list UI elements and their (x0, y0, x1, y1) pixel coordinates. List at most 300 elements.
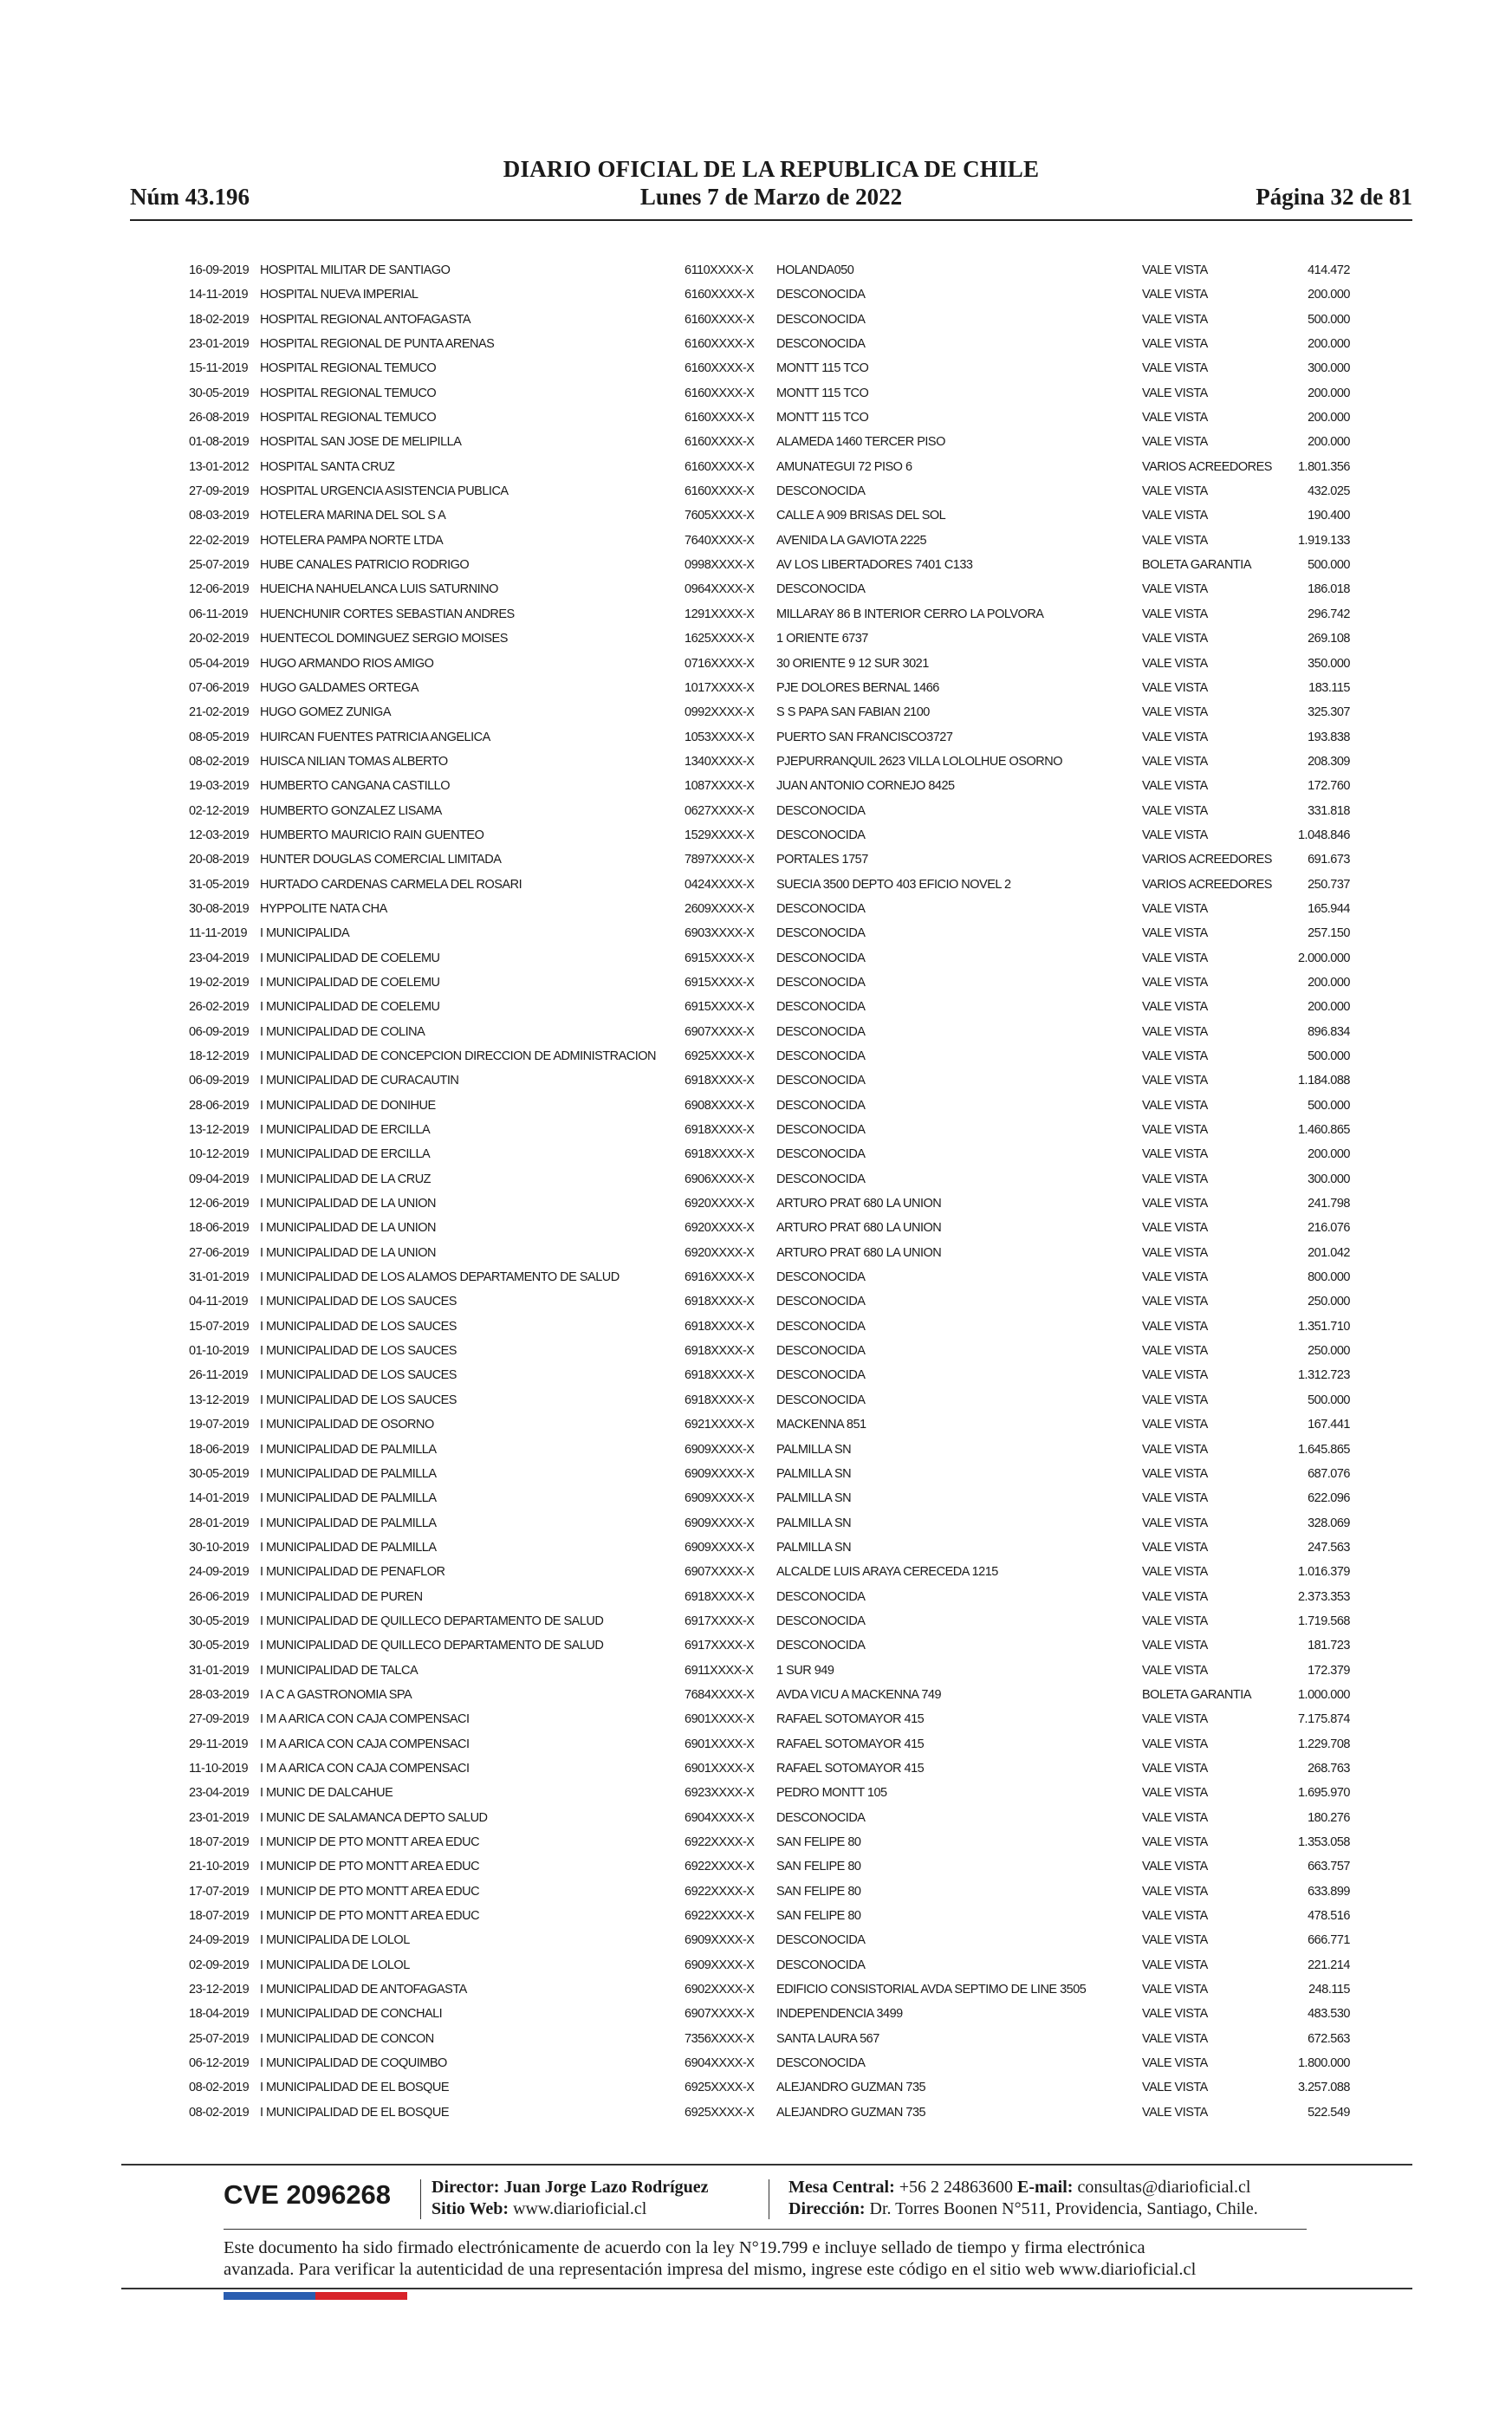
date-cell: 27-06-2019 (189, 1245, 250, 1260)
amount-cell: 296.742 (1308, 607, 1350, 621)
amount-cell: 167.441 (1308, 1418, 1350, 1432)
name-cell: HUIRCAN FUENTES PATRICIA ANGELICA (260, 730, 490, 744)
table-row (189, 652, 1350, 676)
name-cell: I MUNICIPALIDAD DE CONCEPCION DIRECCION DE ADMINISTRACION (260, 1049, 657, 1063)
rut-cell: 6915XXXX-X (685, 951, 755, 965)
document-type-cell: VALE VISTA (1142, 1074, 1208, 1088)
name-cell: I MUNICIP DE PTO MONTT AREA EDUC (260, 1860, 480, 1874)
date-cell: 28-06-2019 (189, 1098, 250, 1113)
address-cell: DESCONOCIDA (776, 1000, 866, 1015)
date-cell: 01-10-2019 (189, 1344, 250, 1359)
date-cell: 26-11-2019 (189, 1368, 249, 1383)
amount-cell: 200.000 (1308, 386, 1350, 400)
address-cell: MILLARAY 86 B INTERIOR CERRO LA POLVORA (776, 607, 1044, 621)
address-cell: SANTA LAURA 567 (776, 2031, 879, 2046)
amount-cell: 483.530 (1308, 2007, 1350, 2022)
rut-cell: 2609XXXX-X (685, 901, 755, 916)
legal-notice (224, 2237, 1350, 2281)
name-cell: I MUNICIPALIDAD DE LA UNION (260, 1221, 436, 1236)
name-cell: HUGO ARMANDO RIOS AMIGO (260, 656, 434, 671)
address-cell: DESCONOCIDA (776, 1589, 866, 1604)
address-cell: ALEJANDRO GUZMAN 735 (776, 2081, 926, 2095)
address-cell: HOLANDA050 (776, 263, 854, 277)
rut-cell: 6918XXXX-X (685, 1295, 755, 1309)
amount-cell: 1.719.568 (1297, 1614, 1350, 1628)
amount-cell: 1.184.088 (1297, 1074, 1350, 1088)
date-cell: 18-06-2019 (189, 1442, 250, 1457)
document-type-cell: VALE VISTA (1142, 1909, 1208, 1924)
date-cell: 13-12-2019 (189, 1123, 250, 1138)
table-row (189, 2027, 1350, 2051)
name-cell: HUGO GALDAMES ORTEGA (260, 680, 419, 695)
rut-cell: 6915XXXX-X (685, 975, 755, 990)
table-row (189, 1241, 1350, 1265)
address-cell: ALAMEDA 1460 TERCER PISO (776, 435, 945, 450)
amount-cell: 633.899 (1308, 1884, 1350, 1899)
rut-cell: 0964XXXX-X (685, 582, 755, 597)
rut-cell: 6160XXXX-X (685, 288, 755, 302)
name-cell: I MUNICIPALIDAD DE COQUIMBO (260, 2056, 447, 2071)
address-cell: SUECIA 3500 DEPTO 403 EFICIO NOVEL 2 (776, 877, 1011, 892)
date-cell: 23-01-2019 (189, 337, 250, 352)
rut-cell: 6922XXXX-X (685, 1884, 755, 1899)
address-cell: RAFAEL SOTOMAYOR 415 (776, 1761, 925, 1776)
mesa-label: Mesa Central: (788, 2178, 895, 2197)
rut-cell: 6922XXXX-X (685, 1860, 755, 1874)
amount-cell: 1.000.000 (1297, 1687, 1350, 1702)
amount-cell: 800.000 (1308, 1270, 1350, 1285)
email-link[interactable]: consultas@diarioficial.cl (1077, 2178, 1251, 2197)
table-row (189, 1363, 1350, 1387)
table-row (189, 1412, 1350, 1437)
amount-cell: 269.108 (1308, 632, 1350, 646)
date-cell: 27-09-2019 (189, 484, 250, 499)
address-cell: PALMILLA SN (776, 1491, 852, 1506)
name-cell: HOTELERA PAMPA NORTE LTDA (260, 533, 444, 548)
address-cell: DESCONOCIDA (776, 1368, 866, 1383)
name-cell: I MUNICIPALIDAD DE LA UNION (260, 1197, 436, 1211)
date-cell: 12-03-2019 (189, 828, 250, 842)
date-cell: 18-06-2019 (189, 1221, 250, 1236)
document-type-cell: VALE VISTA (1142, 1737, 1208, 1751)
address-cell: DESCONOCIDA (776, 312, 866, 327)
rut-cell: 6110XXXX-X (685, 263, 754, 277)
amount-cell: 500.000 (1308, 558, 1350, 573)
rut-cell: 7640XXXX-X (685, 533, 755, 548)
date-cell: 10-12-2019 (189, 1147, 250, 1162)
rut-cell: 6909XXXX-X (685, 1958, 755, 1972)
page-header (130, 156, 1412, 222)
name-cell: I MUNICIPALIDAD DE PENAFLOR (260, 1565, 445, 1580)
rut-cell: 6922XXXX-X (685, 1909, 755, 1924)
name-cell: I MUNICIPALIDAD DE COELEMU (260, 1000, 440, 1015)
table-row (189, 1315, 1350, 1339)
rut-cell: 6909XXXX-X (685, 1516, 755, 1530)
table-row (189, 1683, 1350, 1707)
address-cell: 1 SUR 949 (776, 1663, 834, 1678)
address-cell: AMUNATEGUI 72 PISO 6 (776, 459, 912, 474)
table-row (189, 1781, 1350, 1805)
amount-cell: 181.723 (1308, 1639, 1350, 1653)
rut-cell: 7684XXXX-X (685, 1687, 755, 1702)
contact-block (788, 2177, 1258, 2220)
address-cell: DESCONOCIDA (776, 975, 866, 990)
name-cell: HOSPITAL NUEVA IMPERIAL (260, 288, 419, 302)
name-cell: HUMBERTO CANGANA CASTILLO (260, 779, 451, 794)
amount-cell: 1.353.058 (1297, 1835, 1350, 1849)
name-cell: I MUNIC DE DALCAHUE (260, 1786, 393, 1801)
table-row (189, 2101, 1350, 2125)
table-row (189, 1977, 1350, 2002)
date-cell: 08-02-2019 (189, 2105, 250, 2120)
address-cell: DESCONOCIDA (776, 926, 866, 941)
amount-cell: 200.000 (1308, 1000, 1350, 1015)
table-row (189, 1633, 1350, 1658)
rut-cell: 6920XXXX-X (685, 1221, 755, 1236)
amount-cell: 250.000 (1308, 1295, 1350, 1309)
table-row (189, 847, 1350, 872)
date-cell: 13-12-2019 (189, 1393, 250, 1407)
rut-cell: 0716XXXX-X (685, 656, 755, 671)
rut-cell: 6918XXXX-X (685, 1147, 755, 1162)
document-type-cell: VALE VISTA (1142, 1147, 1208, 1162)
document-type-cell: VALE VISTA (1142, 1786, 1208, 1801)
table-row (189, 1265, 1350, 1289)
amount-cell: 1.229.708 (1297, 1737, 1350, 1751)
name-cell: I MUNICIPALIDAD DE ANTOFAGASTA (260, 1983, 467, 1997)
document-type-cell: VALE VISTA (1142, 1491, 1208, 1506)
name-cell: HUENCHUNIR CORTES SEBASTIAN ANDRES (260, 607, 515, 621)
name-cell: I MUNICIPALIDAD DE LOS SAUCES (260, 1368, 457, 1383)
name-cell: I MUNICIPALIDAD DE EL BOSQUE (260, 2081, 450, 2095)
address-cell: ALCALDE LUIS ARAYA CERECEDA 1215 (776, 1565, 998, 1580)
document-type-cell: VALE VISTA (1142, 828, 1208, 842)
address-cell: ARTURO PRAT 680 LA UNION (776, 1197, 942, 1211)
address-cell: SAN FELIPE 80 (776, 1860, 861, 1874)
director-name: Juan Jorge Lazo Rodríguez (503, 2178, 709, 2197)
rut-cell: 6909XXXX-X (685, 1491, 755, 1506)
document-type-cell: VALE VISTA (1142, 1295, 1208, 1309)
name-cell: HOSPITAL MILITAR DE SANTIAGO (260, 263, 451, 277)
rut-cell: 6918XXXX-X (685, 1344, 755, 1359)
amount-cell: 500.000 (1308, 312, 1350, 327)
address-cell: RAFAEL SOTOMAYOR 415 (776, 1712, 925, 1727)
name-cell: HUNTER DOUGLAS COMERCIAL LIMITADA (260, 853, 502, 867)
document-type-cell: VALE VISTA (1142, 2081, 1208, 2095)
date-cell: 12-06-2019 (189, 582, 250, 597)
address-cell: PALMILLA SN (776, 1540, 852, 1555)
document-type-cell: VARIOS ACREEDORES (1142, 853, 1272, 867)
amount-cell: 300.000 (1308, 1172, 1350, 1186)
rut-cell: 6918XXXX-X (685, 1123, 755, 1138)
amount-cell: 200.000 (1308, 337, 1350, 352)
rut-cell: 1291XXXX-X (685, 607, 755, 621)
rut-cell: 6911XXXX-X (685, 1663, 754, 1678)
table-row (189, 1659, 1350, 1683)
rut-cell: 6920XXXX-X (685, 1245, 755, 1260)
address-cell: MACKENNA 851 (776, 1418, 866, 1432)
document-type-cell: VALE VISTA (1142, 582, 1208, 597)
document-type-cell: VALE VISTA (1142, 1933, 1208, 1948)
amount-cell: 522.549 (1308, 2105, 1350, 2120)
mesa-phone: +56 2 24863600 (899, 2178, 1014, 2197)
rut-cell: 6909XXXX-X (685, 1933, 755, 1948)
address-cell: SAN FELIPE 80 (776, 1909, 861, 1924)
rut-cell: 6901XXXX-X (685, 1761, 755, 1776)
name-cell: I MUNICIPALIDAD DE PALMILLA (260, 1516, 437, 1530)
rut-cell: 6909XXXX-X (685, 1466, 755, 1481)
name-cell: HOSPITAL SANTA CRUZ (260, 459, 395, 474)
document-type-cell: VALE VISTA (1142, 1245, 1208, 1260)
name-cell: HUBE CANALES PATRICIO RODRIGO (260, 558, 470, 573)
amount-cell: 896.834 (1308, 1024, 1350, 1039)
name-cell: I A C A GASTRONOMIA SPA (260, 1687, 412, 1702)
table-row (189, 725, 1350, 750)
rut-cell: 6917XXXX-X (685, 1639, 755, 1653)
table-row (189, 479, 1350, 503)
address-cell: DESCONOCIDA (776, 828, 866, 842)
rut-cell: 1340XXXX-X (685, 754, 755, 769)
document-type-cell: VALE VISTA (1142, 2031, 1208, 2046)
rut-cell: 6908XXXX-X (685, 1098, 755, 1113)
date-cell: 02-09-2019 (189, 1958, 250, 1972)
table-row (189, 1068, 1350, 1093)
address-cell: ARTURO PRAT 680 LA UNION (776, 1245, 942, 1260)
address-cell: DESCONOCIDA (776, 2056, 866, 2071)
rut-cell: 6922XXXX-X (685, 1835, 755, 1849)
table-row (189, 1585, 1350, 1609)
address-cell: DESCONOCIDA (776, 1270, 866, 1285)
address-cell: INDEPENDENCIA 3499 (776, 2007, 903, 2022)
rut-cell: 7897XXXX-X (685, 853, 755, 867)
address-cell: PALMILLA SN (776, 1516, 852, 1530)
amount-cell: 1.048.846 (1297, 828, 1350, 842)
amount-cell: 1.695.970 (1297, 1786, 1350, 1801)
rut-cell: 6160XXXX-X (685, 435, 755, 450)
name-cell: I MUNICIP DE PTO MONTT AREA EDUC (260, 1835, 480, 1849)
table-row (189, 1560, 1350, 1584)
amount-cell: 432.025 (1308, 484, 1350, 499)
name-cell: HOSPITAL SAN JOSE DE MELIPILLA (260, 435, 462, 450)
table-row (189, 700, 1350, 724)
amount-cell: 165.944 (1308, 901, 1350, 916)
table-row (189, 577, 1350, 601)
table-row (189, 774, 1350, 798)
amount-cell: 500.000 (1308, 1393, 1350, 1407)
name-cell: I MUNICIPALIDAD DE LA UNION (260, 1245, 436, 1260)
date-cell: 26-02-2019 (189, 1000, 250, 1015)
address-cell: AVENIDA LA GAVIOTA 2225 (776, 533, 927, 548)
date-cell: 23-04-2019 (189, 951, 250, 965)
address-cell: PJEPURRANQUIL 2623 VILLA LOLOLHUE OSORNO (776, 754, 1063, 769)
document-type-cell: VALE VISTA (1142, 1344, 1208, 1359)
document-type-cell: VALE VISTA (1142, 1418, 1208, 1432)
name-cell: I MUNICIP DE PTO MONTT AREA EDUC (260, 1884, 480, 1899)
address-cell: DESCONOCIDA (776, 288, 866, 302)
address-cell: SAN FELIPE 80 (776, 1835, 861, 1849)
address-cell: DESCONOCIDA (776, 1639, 866, 1653)
date-cell: 08-02-2019 (189, 2081, 250, 2095)
table-row (189, 2075, 1350, 2100)
document-type-cell: VALE VISTA (1142, 1540, 1208, 1555)
address-cell: SAN FELIPE 80 (776, 1884, 861, 1899)
name-cell: I MUNIC DE SALAMANCA DEPTO SALUD (260, 1810, 488, 1825)
amount-cell: 672.563 (1308, 2031, 1350, 2046)
web-label: Sitio Web: (432, 2199, 509, 2218)
name-cell: I M A ARICA CON CAJA COMPENSACI (260, 1737, 470, 1751)
name-cell: HUMBERTO MAURICIO RAIN GUENTEO (260, 828, 484, 842)
table-row (189, 1609, 1350, 1633)
table-row (189, 1707, 1350, 1731)
name-cell: HOSPITAL REGIONAL TEMUCO (260, 411, 437, 425)
rut-cell: 6160XXXX-X (685, 337, 755, 352)
document-type-cell: VALE VISTA (1142, 1958, 1208, 1972)
amount-cell: 1.312.723 (1297, 1368, 1350, 1383)
table-row (189, 1094, 1350, 1118)
document-type-cell: VALE VISTA (1142, 1835, 1208, 1849)
email-label: E-mail: (1017, 2178, 1074, 2197)
date-cell: 08-03-2019 (189, 509, 250, 523)
document-type-cell: VALE VISTA (1142, 2105, 1208, 2120)
rut-cell: 6918XXXX-X (685, 1589, 755, 1604)
address-cell: DESCONOCIDA (776, 901, 866, 916)
footer-divider-top (121, 2164, 1412, 2166)
table-row (189, 1462, 1350, 1486)
amount-cell: 257.150 (1308, 926, 1350, 941)
document-type-cell: VALE VISTA (1142, 1049, 1208, 1063)
amount-cell: 328.069 (1308, 1516, 1350, 1530)
date-cell: 30-05-2019 (189, 1614, 250, 1628)
name-cell: I MUNICIPALIDAD DE DONIHUE (260, 1098, 436, 1113)
date-cell: 15-11-2019 (189, 361, 249, 376)
table-row (189, 627, 1350, 651)
document-type-cell: VALE VISTA (1142, 975, 1208, 990)
amount-cell: 241.798 (1308, 1197, 1350, 1211)
table-row (189, 799, 1350, 823)
director-block (432, 2177, 709, 2220)
date-cell: 26-08-2019 (189, 411, 250, 425)
amount-cell: 478.516 (1308, 1909, 1350, 1924)
document-type-cell: VALE VISTA (1142, 484, 1208, 499)
date-cell: 26-06-2019 (189, 1589, 250, 1604)
amount-cell: 172.379 (1308, 1663, 1350, 1678)
table-row (189, 258, 1350, 282)
rut-cell: 6160XXXX-X (685, 411, 755, 425)
rut-cell: 1625XXXX-X (685, 632, 755, 646)
table-row (189, 1806, 1350, 1830)
amount-cell: 1.800.000 (1297, 2056, 1350, 2071)
address-cell: EDIFICIO CONSISTORIAL AVDA SEPTIMO DE LINE 3505 (776, 1983, 1087, 1997)
amount-cell: 216.076 (1308, 1221, 1350, 1236)
address-cell: DESCONOCIDA (776, 484, 866, 499)
amount-cell: 350.000 (1308, 656, 1350, 671)
rut-cell: 6160XXXX-X (685, 386, 755, 400)
web-link[interactable]: www.diarioficial.cl (513, 2199, 647, 2218)
table-row (189, 503, 1350, 528)
date-cell: 05-04-2019 (189, 656, 250, 671)
document-type-cell: VALE VISTA (1142, 1123, 1208, 1138)
date-cell: 23-12-2019 (189, 1983, 250, 1997)
date-cell: 30-10-2019 (189, 1540, 250, 1555)
table-row (189, 1880, 1350, 1904)
address-cell: DESCONOCIDA (776, 803, 866, 818)
amount-cell: 183.115 (1308, 680, 1350, 695)
rut-cell: 1087XXXX-X (685, 779, 755, 794)
date-cell: 09-04-2019 (189, 1172, 250, 1186)
document-type-cell: VALE VISTA (1142, 1368, 1208, 1383)
amount-cell: 208.309 (1308, 754, 1350, 769)
legal-line: avanzada. Para verificar la autenticidad de una representación impresa del mismo, ingrese este código en el sitio web www.diarioficial.cl (224, 2260, 1197, 2279)
rut-cell: 6925XXXX-X (685, 2105, 755, 2120)
document-type-cell: VALE VISTA (1142, 680, 1208, 695)
amount-cell: 500.000 (1308, 1098, 1350, 1113)
document-type-cell: VALE VISTA (1142, 1614, 1208, 1628)
document-type-cell: VALE VISTA (1142, 1565, 1208, 1580)
rut-cell: 6917XXXX-X (685, 1614, 755, 1628)
name-cell: HOSPITAL REGIONAL ANTOFAGASTA (260, 312, 471, 327)
name-cell: I MUNICIPALIDAD DE CONCON (260, 2031, 434, 2046)
amount-cell: 247.563 (1308, 1540, 1350, 1555)
name-cell: I MUNICIPALIDAD DE PALMILLA (260, 1466, 437, 1481)
newspaper-title: DIARIO OFICIAL DE LA REPUBLICA DE CHILE (503, 156, 1040, 182)
address-cell: S S PAPA SAN FABIAN 2100 (776, 705, 930, 720)
date-cell: 23-04-2019 (189, 1786, 250, 1801)
legal-line: Este documento ha sido firmado electrónicamente de acuerdo con la ley N°19.799 e incluye sellado de tiempo y firma electrónica (224, 2238, 1145, 2257)
amount-cell: 180.276 (1308, 1810, 1350, 1825)
address-cell: 1 ORIENTE 6737 (776, 632, 868, 646)
address-cell: DESCONOCIDA (776, 1123, 866, 1138)
document-type-cell: VALE VISTA (1142, 386, 1208, 400)
date-cell: 18-07-2019 (189, 1835, 250, 1849)
table-row (189, 1216, 1350, 1240)
date-cell: 17-07-2019 (189, 1884, 250, 1899)
document-type-cell: VALE VISTA (1142, 1516, 1208, 1530)
document-type-cell: VALE VISTA (1142, 1172, 1208, 1186)
amount-cell: 2.000.000 (1297, 951, 1350, 965)
address-cell: RAFAEL SOTOMAYOR 415 (776, 1737, 925, 1751)
date-cell: 04-11-2019 (189, 1295, 249, 1309)
rut-cell: 6918XXXX-X (685, 1393, 755, 1407)
name-cell: I MUNICIPALIDAD DE QUILLECO DEPARTAMENTO DE SALUD (260, 1614, 604, 1628)
rut-cell: 6902XXXX-X (685, 1983, 755, 1997)
rut-cell: 6909XXXX-X (685, 1540, 755, 1555)
name-cell: I MUNICIPALIDAD DE COELEMU (260, 975, 440, 990)
address-cell: DESCONOCIDA (776, 1393, 866, 1407)
rut-cell: 6915XXXX-X (685, 1000, 755, 1015)
address-cell: DESCONOCIDA (776, 1810, 866, 1825)
table-row (189, 1020, 1350, 1044)
name-cell: HUISCA NILIAN TOMAS ALBERTO (260, 754, 448, 769)
table-row (189, 1904, 1350, 1928)
amount-cell: 663.757 (1308, 1860, 1350, 1874)
document-type-cell: VALE VISTA (1142, 1663, 1208, 1678)
date-cell: 11-11-2019 (189, 926, 248, 941)
date-cell: 08-02-2019 (189, 754, 250, 769)
name-cell: I MUNICIPALIDAD DE OSORNO (260, 1418, 434, 1432)
date-cell: 14-11-2019 (189, 288, 249, 302)
amount-cell: 268.763 (1308, 1761, 1350, 1776)
document-type-cell: VALE VISTA (1142, 779, 1208, 794)
date-cell: 30-05-2019 (189, 386, 250, 400)
document-type-cell: VARIOS ACREEDORES (1142, 459, 1272, 474)
amount-cell: 200.000 (1308, 1147, 1350, 1162)
page-number: Página 32 de 81 (1256, 184, 1412, 210)
name-cell: I MUNICIPALIDAD DE ERCILLA (260, 1147, 431, 1162)
document-type-cell: VALE VISTA (1142, 1270, 1208, 1285)
rut-cell: 6918XXXX-X (685, 1319, 755, 1334)
issue-date: Lunes 7 de Marzo de 2022 (639, 184, 903, 210)
rut-cell: 1017XXXX-X (685, 680, 755, 695)
